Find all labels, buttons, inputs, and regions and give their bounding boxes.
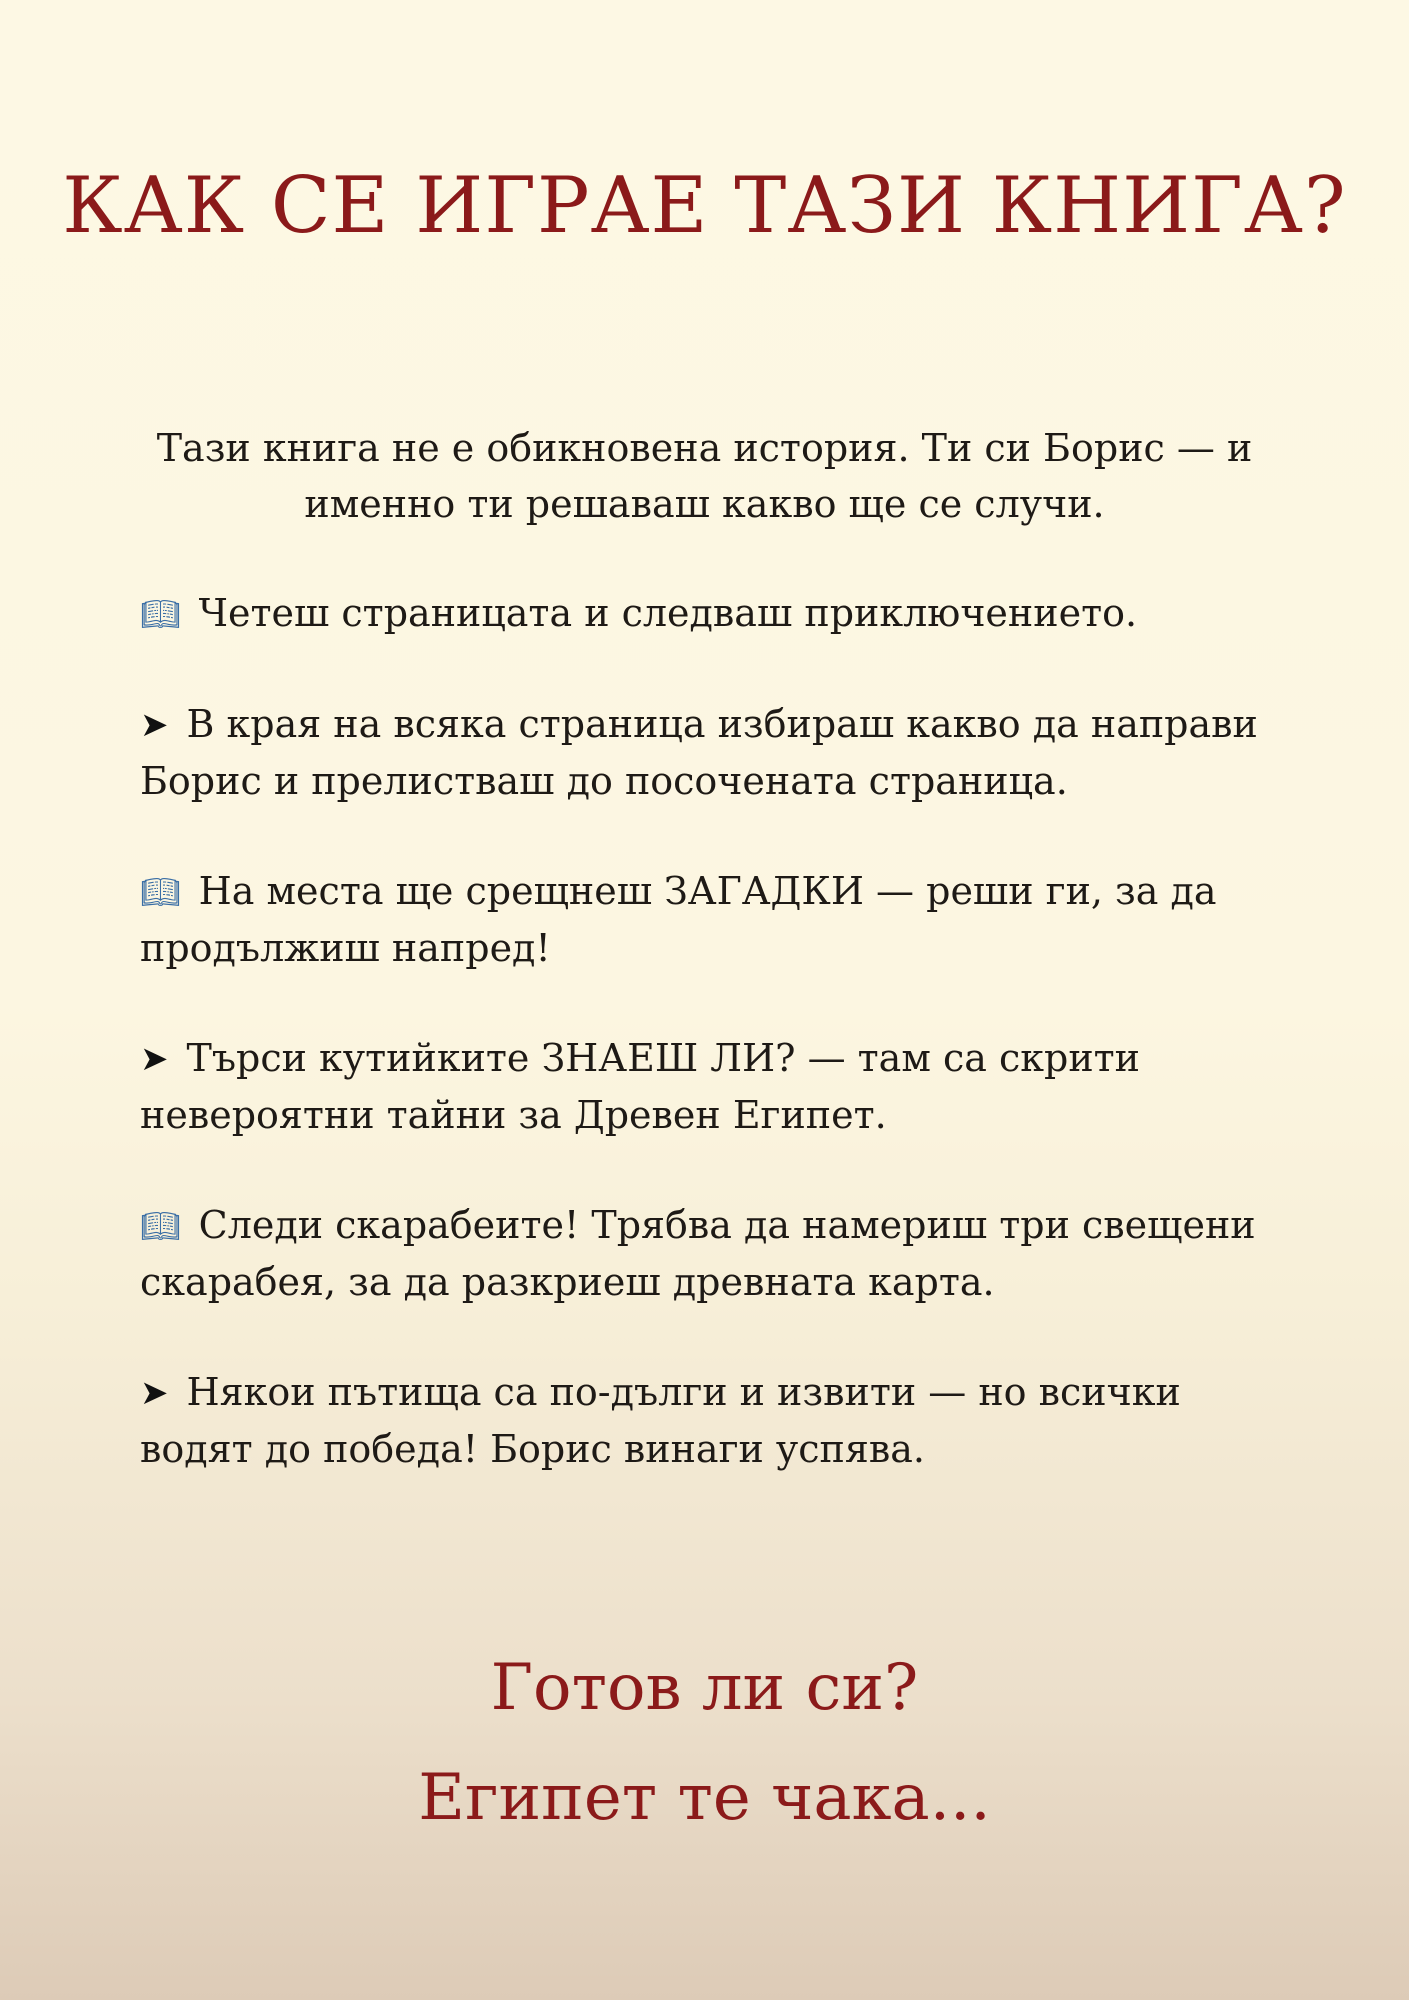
rule-text: Търси кутийките ЗНАЕШ ЛИ? — там са скрити невероятни тайни за Древен Египет. [140,1036,1141,1137]
rule-item [140,1364,1270,1477]
rule-item [140,863,1270,976]
rule-item [140,1030,1270,1143]
rule-item [140,696,1270,809]
page-title: КАК СЕ ИГРАЕ ТАЗИ КНИГА? [62,161,1347,251]
book-icon: 📖︎ [140,595,181,633]
rule-text: В края на всяка страница избираш какво да направи Борис и прелистваш до посочената страница. [140,702,1258,803]
book-icon: 📖︎ [140,873,181,911]
rule-item [140,585,1270,642]
book-icon: 📖︎ [140,1207,181,1245]
outro-tagline: Египет те чака... [418,1761,991,1835]
rule-text: Следи скарабеите! Трябва да намериш три свещени скарабея, за да разкриеш древната карта. [140,1203,1256,1304]
intro-paragraph: Тази книга не е обикновена история. Ти си Борис — и именно ти решаваш какво ще се случи. [156,426,1253,526]
rule-text: Четеш страницата и следваш приключението. [198,591,1138,635]
rule-item [140,1197,1270,1310]
rule-text: На места ще срещнеш ЗАГАДКИ — реши ги, за да продължиш напред! [140,869,1217,970]
rule-text: Някои пътища са по-дълги и извити — но всички водят до победа! Борис винаги успява. [140,1370,1181,1471]
arrow-icon: ➤ [140,1373,169,1413]
rules-list [140,585,1270,1531]
outro-question: Готов ли си? [490,1651,919,1725]
arrow-icon: ➤ [140,1039,169,1079]
arrow-icon: ➤ [140,705,169,745]
